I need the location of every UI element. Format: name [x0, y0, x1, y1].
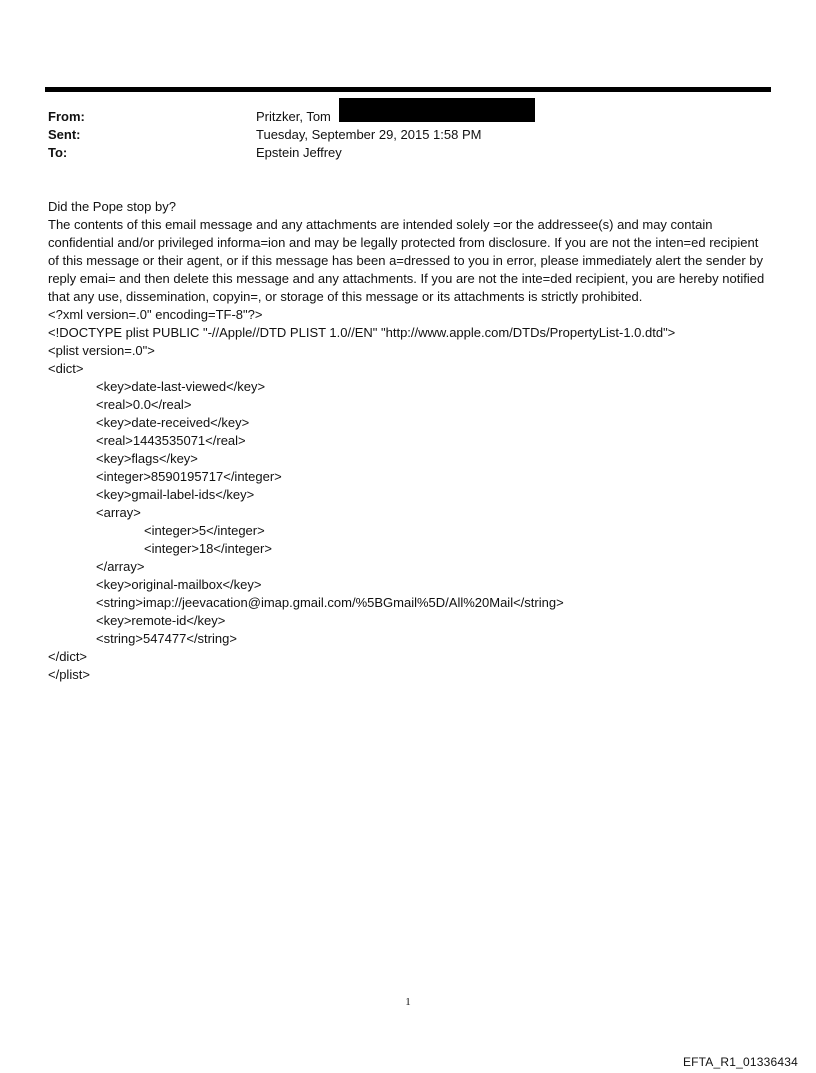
sent-label: Sent:	[48, 127, 81, 142]
to-value: Epstein Jeffrey	[256, 145, 342, 160]
xml-line: </array>	[96, 559, 145, 574]
xml-line: <key>date-received</key>	[96, 415, 250, 430]
xml-line: <real>0.0</real>	[96, 397, 192, 412]
xml-line: <integer>18</integer>	[144, 541, 272, 556]
header-rule	[45, 87, 771, 92]
xml-line: </plist>	[48, 667, 90, 682]
xml-line: <key>original-mailbox</key>	[96, 577, 262, 592]
disclaimer: The contents of this email message and any attachments are intended solely =or the addressee(s) and may contain confidential and/or privileged informa=ion and may be legally protected from disclosure. If you are not the inten=ed recipient of this message or their agent, or if this message has been a=dressed to you in error, please immediately alert the sender by reply emai= and then delete this message and any attachments. If you are not the inte=ded recipient, you are hereby notified that any use, dissemination, copyin=, or storage of this message or its attachments is strictly prohibited.	[48, 217, 765, 304]
xml-line: <?xml version=.0" encoding=TF-8"?>	[48, 307, 263, 322]
xml-line: <key>flags</key>	[96, 451, 198, 466]
xml-line: <integer>5</integer>	[144, 523, 265, 538]
from-label: From:	[48, 109, 85, 124]
xml-line: <key>gmail-label-ids</key>	[96, 487, 255, 502]
greeting: Did the Pope stop by?	[48, 199, 176, 214]
sent-value: Tuesday, September 29, 2015 1:58 PM	[256, 127, 482, 142]
page-number: 1	[405, 996, 411, 1008]
redaction-box	[339, 98, 535, 122]
xml-line: <key>date-last-viewed</key>	[96, 379, 266, 394]
from-value: Pritzker, Tom	[256, 109, 331, 124]
email-body	[48, 198, 770, 684]
xml-line: <array>	[96, 505, 141, 520]
xml-line: <real>1443535071</real>	[96, 433, 246, 448]
to-label: To:	[48, 145, 68, 160]
bates-number: EFTA_R1_01336434	[682, 1055, 798, 1069]
xml-line: <string>imap://jeevacation@imap.gmail.com/%5BGmail%5D/All%20Mail</string>	[96, 595, 564, 610]
xml-line: <integer>8590195717</integer>	[96, 469, 282, 484]
xml-line: <!DOCTYPE plist PUBLIC "-//Apple//DTD PLIST 1.0//EN" "http://www.apple.com/DTDs/PropertyList-1.0.dtd">	[48, 325, 676, 340]
xml-line: </dict>	[48, 649, 88, 664]
xml-line: <key>remote-id</key>	[96, 613, 226, 628]
xml-line: <dict>	[48, 361, 84, 376]
xml-line: <plist version=.0">	[48, 343, 155, 358]
xml-line: <string>547477</string>	[96, 631, 237, 646]
